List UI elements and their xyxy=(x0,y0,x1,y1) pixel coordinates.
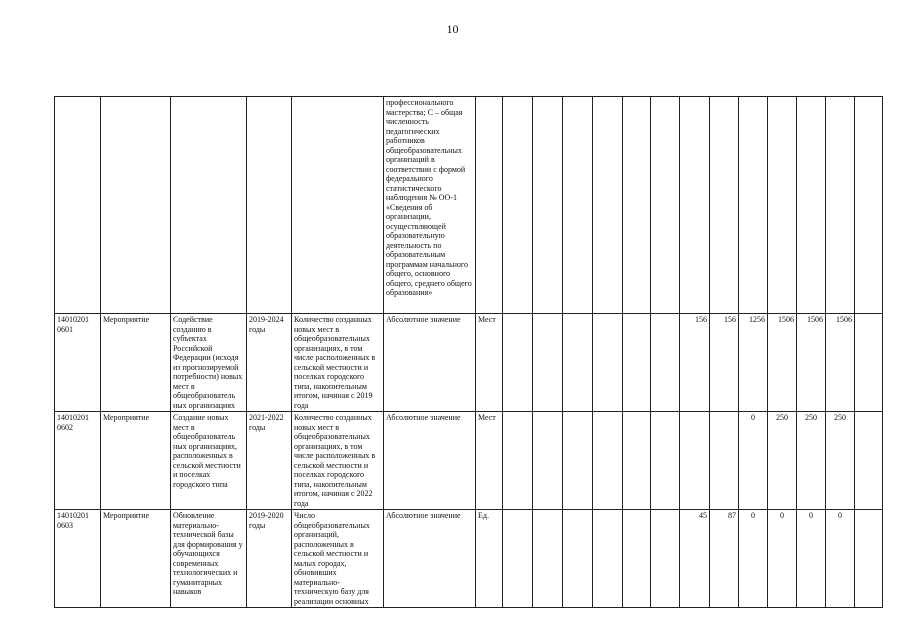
table-cell xyxy=(503,412,533,510)
indicator-table xyxy=(54,96,883,608)
row-type: Мероприятие xyxy=(101,510,171,608)
table-cell xyxy=(651,97,680,314)
row-period: 2019-2024 годы xyxy=(247,314,292,412)
row-code: 14010201 0602 xyxy=(55,412,101,510)
row-value: 1506 xyxy=(768,314,797,412)
row-value: 1506 xyxy=(826,314,855,412)
row-value: 156 xyxy=(710,314,739,412)
row-value: 1506 xyxy=(797,314,826,412)
row-value xyxy=(710,412,739,510)
row-value: 250 xyxy=(768,412,797,510)
row-type: Мероприятие xyxy=(101,314,171,412)
table-row xyxy=(55,412,883,510)
table-cell xyxy=(623,412,651,510)
table-cell xyxy=(533,412,563,510)
table-cell xyxy=(651,412,680,510)
row-value: 0 xyxy=(826,510,855,608)
row-type: Мероприятие xyxy=(101,412,171,510)
row-indicator: Число общеобразовательных организаций, расположенных в сельской местности и малых городах, обновивших материально-техническую базу для реализации основных xyxy=(292,510,384,608)
table-cell xyxy=(563,510,593,608)
table-cell xyxy=(503,510,533,608)
table-cell xyxy=(476,97,503,314)
row-value: 156 xyxy=(680,314,710,412)
table-row xyxy=(55,510,883,608)
table-row xyxy=(55,314,883,412)
table-cell xyxy=(563,97,593,314)
row-period: 2021-2022 годы xyxy=(247,412,292,510)
table-cell xyxy=(623,314,651,412)
row-indicator: Количество созданных новых мест в общеобразовательных организациях, в том числе расположенных в сельской местности и поселках городского типа, накопительным итогом, начиная с 2022 года xyxy=(292,412,384,510)
page-number: 10 xyxy=(446,22,459,36)
row-value xyxy=(680,412,710,510)
row-name: Содействие созданию в субъектах Российской Федерации (исходя из прогнозируемой потребности) новых мест в общеобразователь ных организациях xyxy=(171,314,247,412)
row-code: 14010201 0601 xyxy=(55,314,101,412)
row-unit: Мест xyxy=(476,314,503,412)
row-value: 0 xyxy=(768,510,797,608)
row-value: 87 xyxy=(710,510,739,608)
table-cell xyxy=(593,510,623,608)
table-cell xyxy=(593,412,623,510)
table-cell xyxy=(533,97,563,314)
table-cell xyxy=(533,314,563,412)
table-cell xyxy=(680,97,710,314)
table-cell xyxy=(855,314,883,412)
table-cell xyxy=(651,314,680,412)
row-value: 0 xyxy=(739,510,768,608)
row-value: 250 xyxy=(797,412,826,510)
table-cell xyxy=(710,97,739,314)
table-cell xyxy=(855,412,883,510)
row-value-type: Абсолютное значение xyxy=(384,412,476,510)
table-cell xyxy=(593,314,623,412)
table-cell xyxy=(797,97,826,314)
row-period: 2019-2020 годы xyxy=(247,510,292,608)
table-cell xyxy=(563,412,593,510)
row-value-type: Абсолютное значение xyxy=(384,510,476,608)
table-row xyxy=(55,97,883,314)
table-cell xyxy=(503,97,533,314)
table-cell xyxy=(855,510,883,608)
table-cell xyxy=(101,97,171,314)
table-cell xyxy=(855,97,883,314)
table-cell xyxy=(651,510,680,608)
row-value: 250 xyxy=(826,412,855,510)
table-cell xyxy=(593,97,623,314)
row-code: 14010201 0603 xyxy=(55,510,101,608)
row-name: Создание новых мест в общеобразователь ных организациях, расположенных в сельской местности и поселках городского типа xyxy=(171,412,247,510)
table-cell xyxy=(623,97,651,314)
row-value: 45 xyxy=(680,510,710,608)
row-value-type: Абсолютное значение xyxy=(384,314,476,412)
table-cell xyxy=(826,97,855,314)
table-cell xyxy=(292,97,384,314)
table-cell xyxy=(563,314,593,412)
table-cell xyxy=(247,97,292,314)
row-value: 1256 xyxy=(739,314,768,412)
row-unit: Мест xyxy=(476,412,503,510)
table-cell xyxy=(768,97,797,314)
row-indicator: Количество созданных новых мест в общеобразовательных организациях, в том числе расположенных в сельской местности и поселках городского типа, накопительным итогом, начиная с 2019 года xyxy=(292,314,384,412)
table-cell xyxy=(739,97,768,314)
row-name: Обновление материально-технической базы для формирования у обучающихся современных технологических и гуманитарных навыков xyxy=(171,510,247,608)
continuation-text: профессионального мастерства; C – общая численность педагогических работников общеобразовательных организаций в соответствии с формой федерального статистического наблюдения № ОО-1 «Сведения об организации, осуществляющей образовательную деятельность по образовательным программам начального общего, основного общего, среднего общего образования» xyxy=(384,97,476,314)
table-cell xyxy=(623,510,651,608)
row-value: 0 xyxy=(797,510,826,608)
table-cell xyxy=(503,314,533,412)
row-unit: Ед. xyxy=(476,510,503,608)
table-cell xyxy=(533,510,563,608)
table-cell xyxy=(171,97,247,314)
table-cell xyxy=(55,97,101,314)
row-value: 0 xyxy=(739,412,768,510)
